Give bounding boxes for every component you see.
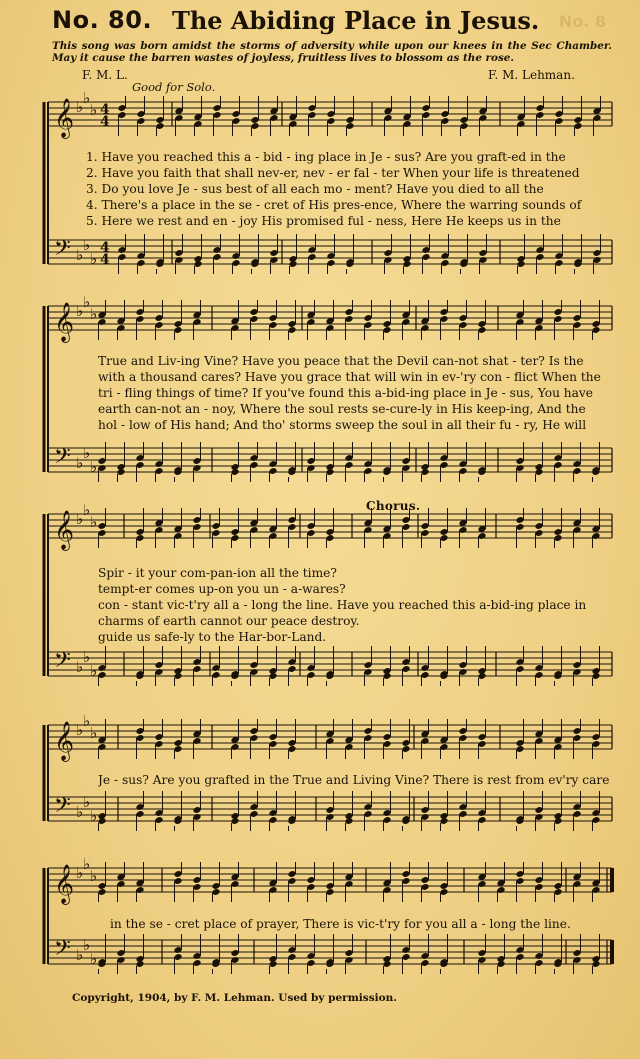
- chorus-label: Chorus.: [366, 499, 421, 513]
- flat-icon: ♭: [76, 658, 84, 676]
- treble-clef-icon: 𝄞: [54, 302, 75, 342]
- lyric-line: True and Liv-ing Vine? Have you peace that the Devil can-not shat - ter? Is the: [98, 354, 584, 368]
- flat-icon: ♭: [90, 305, 98, 323]
- lyric-line: in the se - cret place of prayer, There is vic-t'ry for you all a - long the line.: [110, 917, 571, 931]
- intro-note: This song was born amidst the storms of adversity while upon our knees in the Sec Chamber. May it cause the barren wastes of joyless, fruitless lives to blossom as the rose.: [52, 40, 612, 64]
- flat-icon: ♭: [83, 236, 91, 254]
- lyric-line: tempt-er comes up-on you un - a-wares?: [98, 582, 346, 596]
- bass-clef-icon: 𝄢: [54, 648, 71, 678]
- lyric-line: 4. There's a place in the se - cret of His pres-ence, Where the warring sounds of: [86, 198, 582, 212]
- flat-icon: ♭: [90, 101, 98, 119]
- lyric-line: Je - sus? Are you grafted in the True and Living Vine? There is rest from ev'ry care: [98, 773, 610, 787]
- flat-icon: ♭: [83, 501, 91, 519]
- flat-icon: ♭: [83, 936, 91, 954]
- flat-icon: ♭: [83, 712, 91, 730]
- lyric-line: hol - low of His hand; And tho' storms sweep the soul in all their fu - ry, He will: [98, 418, 587, 432]
- flat-icon: ♭: [83, 793, 91, 811]
- flat-icon: ♭: [83, 89, 91, 107]
- flat-icon: ♭: [83, 648, 91, 666]
- flat-icon: ♭: [90, 724, 98, 742]
- flat-icon: ♭: [76, 864, 84, 882]
- flat-icon: ♭: [90, 250, 98, 268]
- flat-icon: ♭: [76, 454, 84, 472]
- flat-icon: ♭: [76, 98, 84, 116]
- flat-icon: ♭: [76, 721, 84, 739]
- flat-icon: ♭: [83, 444, 91, 462]
- bleed-through-number: No. 8: [558, 12, 606, 31]
- lyric-line: 5. Here we rest and en - joy His promised ful - ness, Here He keeps us in the: [86, 214, 561, 228]
- flat-icon: ♭: [76, 510, 84, 528]
- flat-icon: ♭: [76, 803, 84, 821]
- time-signature: 4: [100, 240, 110, 256]
- lyric-line: charms of earth cannot our peace destroy.: [98, 614, 360, 628]
- flat-icon: ♭: [90, 662, 98, 680]
- flat-icon: ♭: [90, 807, 98, 825]
- lyric-line: tri - fling things of time? If you've found this a-bid-ing place in Je - sus, You have: [98, 386, 594, 400]
- bass-clef-icon: 𝄢: [54, 936, 71, 966]
- lyric-line: 1. Have you reached this a - bid - ing place in Je - sus? Are you graft-ed in the: [86, 150, 566, 164]
- time-signature: 4: [100, 102, 110, 118]
- hymn-title: The Abiding Place in Jesus.: [172, 6, 540, 35]
- treble-clef-icon: 𝄞: [54, 510, 75, 550]
- lyric-line: earth can-not an - noy, Where the soul rests se-cure-ly in His keep-ing, And the: [98, 402, 586, 416]
- lyric-line: con - stant vic-t'ry all a - long the line. Have you reached this a-bid-ing place in: [98, 598, 587, 612]
- hymn-number: No. 80.: [52, 6, 153, 34]
- flat-icon: ♭: [76, 946, 84, 964]
- lyric-line: 2. Have you faith that shall nev-er, nev - er fal - ter When your life is threatened: [86, 166, 580, 180]
- time-signature: 4: [100, 114, 110, 130]
- bass-clef-icon: 𝄢: [54, 444, 71, 474]
- flat-icon: ♭: [90, 458, 98, 476]
- lyricist-credit: F. M. L.: [82, 68, 128, 82]
- treble-clef-icon: 𝄞: [54, 98, 75, 138]
- time-signature: 4: [100, 252, 110, 268]
- bass-clef-icon: 𝄢: [54, 793, 71, 823]
- flat-icon: ♭: [76, 302, 84, 320]
- flat-icon: ♭: [76, 246, 84, 264]
- lyric-line: Spir - it your com-pan-ion all the time?: [98, 566, 337, 580]
- lyric-line: 3. Do you love Je - sus best of all each mo - ment? Have you died to all the: [86, 182, 544, 196]
- copyright-notice: Copyright, 1904, by F. M. Lehman. Used by permission.: [72, 992, 397, 1004]
- treble-clef-icon: 𝄞: [54, 864, 75, 904]
- flat-icon: ♭: [90, 950, 98, 968]
- composer-credit: F. M. Lehman.: [488, 68, 575, 82]
- lyric-line: with a thousand cares? Have you grace that will win in ev-'ry con - flict When the: [98, 370, 601, 384]
- performance-note: Good for Solo.: [132, 80, 216, 94]
- flat-icon: ♭: [90, 513, 98, 531]
- flat-icon: ♭: [83, 855, 91, 873]
- flat-icon: ♭: [90, 867, 98, 885]
- treble-clef-icon: 𝄞: [54, 721, 75, 761]
- bass-clef-icon: 𝄢: [54, 236, 71, 266]
- flat-icon: ♭: [83, 293, 91, 311]
- lyric-line: guide us safe-ly to the Har-bor-Land.: [98, 630, 327, 644]
